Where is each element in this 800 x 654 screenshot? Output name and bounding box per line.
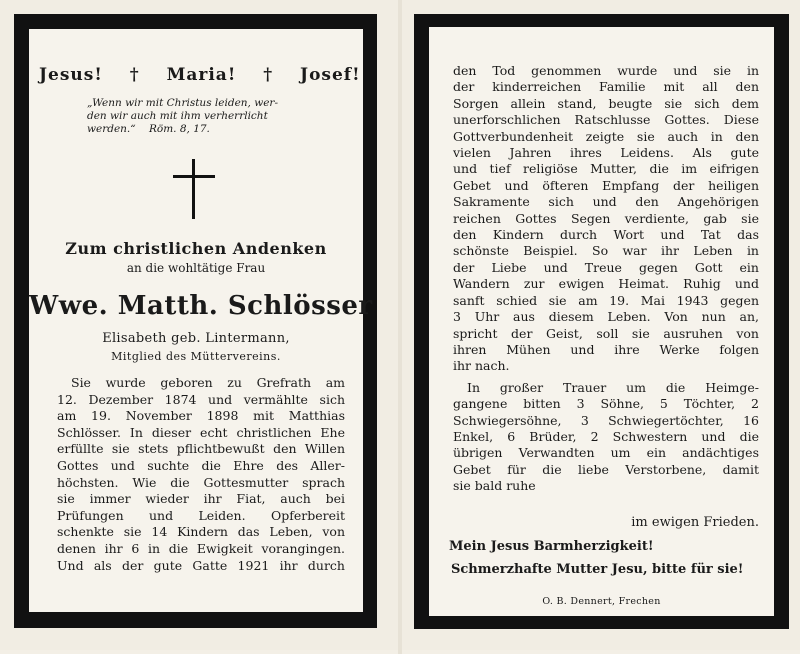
text-line: spricht der Geist, soll sie ausruhen von [453,325,759,341]
invocation-jesus: Jesus! [39,65,103,85]
text-line: schönste Beispiel. So war ihr Leben in [453,243,759,259]
cross-icon [173,159,215,219]
text-line: Sorgen allein stand, beugte sie sich dem [453,95,759,111]
text-line: vielen Jahren ihres Leidens. Als gute [453,145,759,161]
text-line: Enkel, 6 Brüder, 2 Schwestern und die [453,428,759,444]
text-line: den Tod genommen wurde und sie in [453,63,759,78]
text-line: und tief religiöse Mutter, die im eifrigen [453,161,759,177]
invocation-header [29,65,363,85]
text-line: Gottverbundenheit zeigte sie auch in den [453,128,759,144]
membership: Mitglied des Müttervereins. [111,350,281,363]
prayer-jesus: Mein Jesus Barmherzigkeit! [449,539,654,554]
right-card-content [429,27,774,616]
quote-line: werden.“ Röm. 8, 17. [87,123,210,135]
text-line: Prüfungen und Leiden. Opferbereit [57,507,345,523]
text-line: 12. Dezember 1874 und vermählte sich [57,391,345,407]
biography-continued [453,63,759,495]
text-line: ihren Mühen und ihre Werke folgen [453,341,759,357]
biography-text [57,375,345,574]
text-line: Wandern zur ewigen Heimat. Ruhig und [453,276,759,292]
invocation-josef: Josef! [300,65,361,85]
text-line: übrigen Verwandten um ein andächtiges [453,445,759,461]
text-line: Gebet und öfteren Empfang der heiligen [453,177,759,193]
printer-credit: O. B. Dennert, Frechen [542,596,661,607]
cross-glyph: † [129,65,140,85]
text-line: sie bald ruhe [453,478,536,494]
text-line: sie immer wieder ihr Fiat, auch bei [57,491,345,507]
bible-quote [87,97,345,136]
dedication-line: an die wohltätige Frau [126,261,266,275]
text-line: Sie wurde geboren zu Grefrath am [71,375,345,390]
text-line: denen ihr 6 in die Ewigkeit vorangingen. [57,540,345,556]
text-line: erfüllte sie stets pflichtbewußt den Willen [57,441,345,457]
text-line: gangene bitten 3 Söhne, 5 Töchter, 2 [453,396,759,412]
text-line: unerforschlichen Ratschlusse Gottes. Diese [453,112,759,128]
quote-line: den wir auch mit ihm verherrlicht [87,110,268,122]
text-line: am 19. November 1898 mit Matthias [57,408,345,424]
text-line: schenkte sie 14 Kindern das Leben, von [57,524,345,540]
text-line: sanft schied sie am 19. Mai 1943 gegen [453,292,759,308]
right-card [402,0,800,650]
left-card-content [29,29,373,612]
left-card [0,0,398,650]
text-line: reichen Gottes Segen verdiente, gab sie [453,210,759,226]
text-line: Schlösser. In dieser echt christlichen Ehe [57,424,345,440]
text-line: Gottes und suchte die Ehre des Aller- [57,457,345,473]
invocation-maria: Maria! [166,65,237,85]
text-line: der Liebe und Treue gegen Gott ein [453,259,759,275]
prayer-mary: Schmerzhafte Mutter Jesu, bitte für sie! [451,562,744,577]
closing-peace: im ewigen Frieden. [631,515,759,530]
text-line: der kinderreichen Familie mit all den [453,79,759,95]
text-line: Sakramente sich und den Angehörigen [453,194,759,210]
text-line: 3 Uhr aus diesem Leben. Von nun an, [453,309,759,325]
text-line: ihr nach. [453,358,510,374]
text-line: den Kindern durch Wort und Tat das [453,227,759,243]
text-line: Und als der gute Gatte 1921 ihr durch [57,557,345,573]
text-line: In großer Trauer um die Heimge- [467,379,759,395]
birth-name: Elisabeth geb. Lintermann, [102,331,290,346]
text-line: Schwiegersöhne, 3 Schwiegertöchter, 16 [453,412,759,428]
text-line: höchsten. Wie die Gottesmutter sprach [57,474,345,490]
quote-line: „Wenn wir mit Christus leiden, wer- [87,97,278,109]
text-line: Gebet für die liebe Verstorbene, damit [453,461,759,477]
cross-glyph: † [263,65,274,85]
memorial-heading: Zum christlichen Andenken [65,239,327,258]
deceased-name: Wwe. Matth. Schlösser [29,291,373,321]
